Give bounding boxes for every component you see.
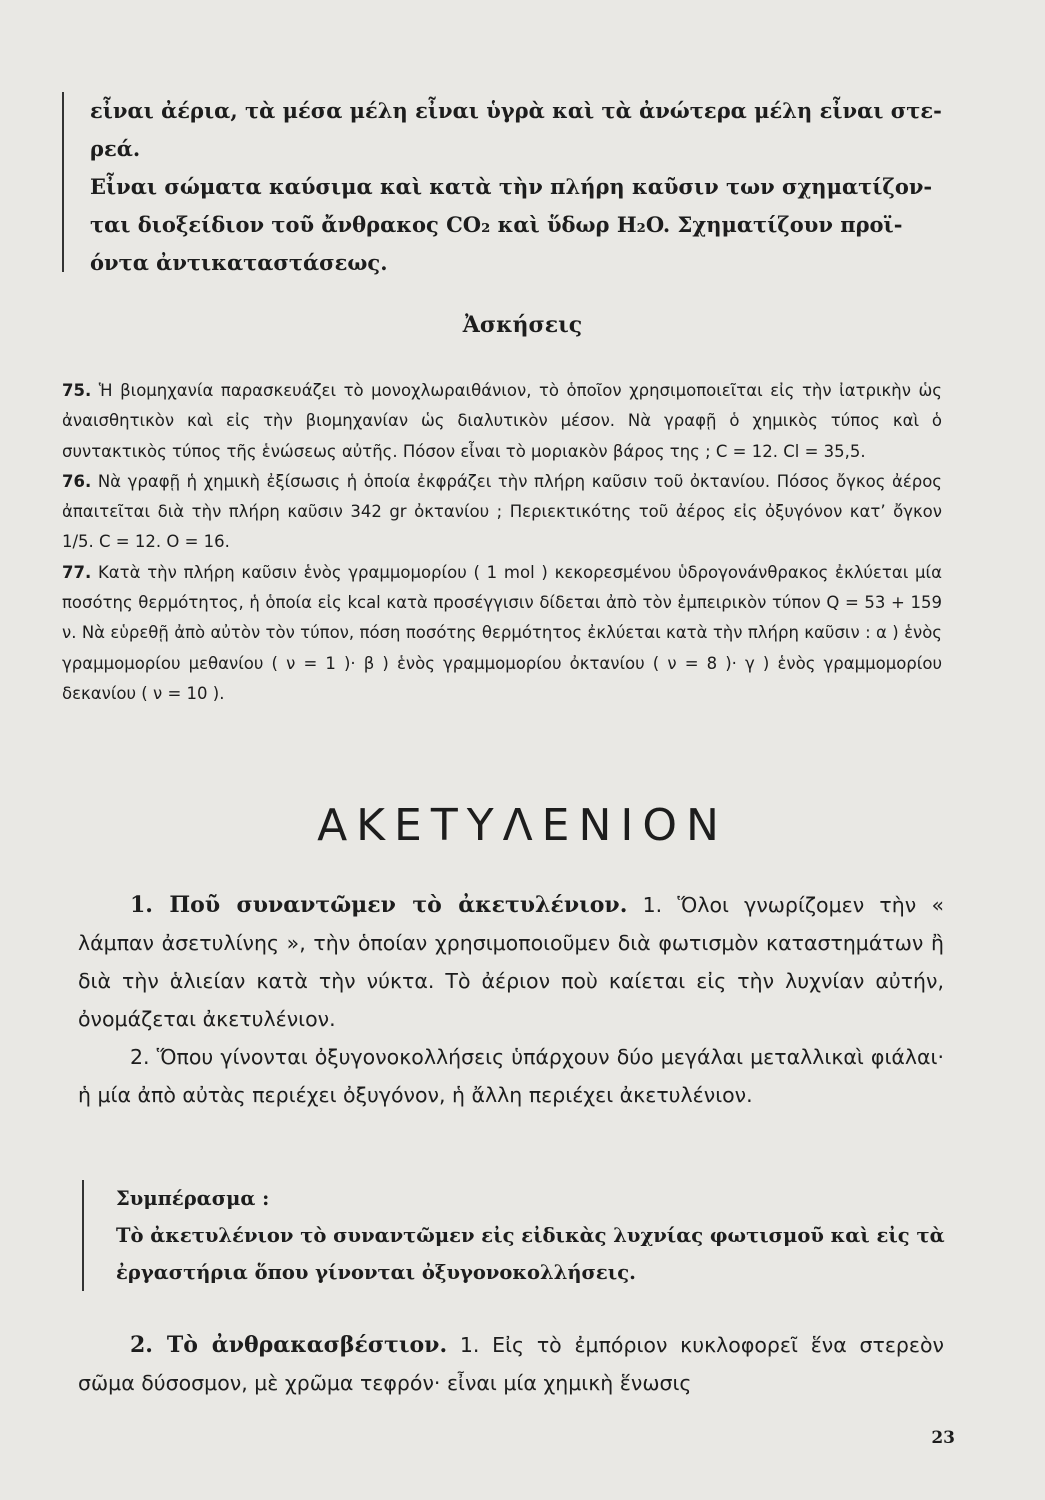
exercises-heading: Ἀσκήσεις — [462, 312, 583, 338]
exercise-text: Νὰ γραφῇ ἡ χημικὴ ἐξίσωσις ἡ ὁποία ἐκφράζει τὴν πλήρη καῦσιν τοῦ ὀκτανίου. Πόσος ὄγκος ἀέρος ἀπαιτεῖται διὰ τὴν πλήρη καῦσιν 342 gr ὀκτανίου ; Περιεκτικότης τοῦ ἀέρος εἰς ὀξυγόνον κατ’ ὄγκον 1/5. C = 12. O = 16. — [62, 471, 942, 552]
summary-line: Εἶναι σώματα καύσιμα καὶ κατὰ τὴν πλήρη καῦσιν των σχηματίζον- — [90, 174, 933, 199]
section-2 — [78, 1326, 944, 1402]
margin-rule — [62, 92, 64, 272]
conclusion-label: Συμπέρασμα : — [116, 1187, 270, 1210]
conclusion-box — [82, 1180, 976, 1291]
summary-line: όντα ἀντικαταστάσεως. — [90, 250, 388, 275]
exercise-text: Ἡ βιομηχανία παρασκευάζει τὸ μονοχλωραιθάνιον, τὸ ὁποῖον χρησιμοποιεῖται εἰς τὴν ἰατρικὴν ὡς ἀναισθητικὸν καὶ εἰς τὴν βιομηχανίαν ὡς διαλυτικὸν μέσον. Νὰ γραφῇ ὁ χημικὸς τύπος καὶ ὁ συντακτικὸς τύπος τῆς ἑνώσεως αὐτῆς. Πόσον εἶναι τὸ μοριακὸν βάρος της ; C = 12. Cl = 35,5. — [62, 381, 942, 461]
page-number: 23 — [931, 1428, 955, 1448]
section-2-paragraph — [78, 1326, 944, 1402]
summary-line: εἶναι ἀέρια, τὰ μέσα μέλη εἶναι ὑγρὰ καὶ τὰ ἀνώτερα μέλη εἶναι στε- — [90, 98, 942, 123]
exercise-number: 77. — [62, 562, 92, 582]
summary-line: ρεά. — [90, 136, 141, 161]
exercise-text: Κατὰ τὴν πλήρη καῦσιν ἑνὸς γραμμομορίου ( 1 mol ) κεκορεσμένου ὑδρογονάνθρακος ἐκλύεται μία ποσότης θερμότητος, ἡ ὁποία εἰς kcal κατὰ προσέγγισιν δίδεται ἀπὸ τὸν ἐμπειρικὸν τύπον Q = 53 + 159 ν. Νὰ εὑρεθῇ ἀπὸ αὐτὸν τὸν τύπον, πόση ποσότης θερμότητος ἐκλύεται κατὰ τὴν πλήρη καῦσιν : α ) ἑνὸς γραμμομορίου μεθανίου ( ν = 1 )· β ) ἑνὸς γραμμομορίου ὀκτανίου ( ν = 8 )· γ ) ἑνὸς γραμμομορίου δεκανίου ( ν = 10 ). — [62, 562, 942, 703]
section-1 — [78, 886, 944, 1114]
exercises-list — [62, 376, 942, 709]
chapter-title: ΑΚΕΤΥΛΕΝΙΟΝ — [317, 800, 728, 851]
section-2-heading: 2. Τὸ ἀνθρακασβέστιον. — [130, 1332, 448, 1358]
conclusion-text: Τὸ ἀκετυλένιον τὸ συναντῶμεν εἰς εἰδικὰς λυχνίας φωτισμοῦ καὶ εἰς τὰ ἐργαστήρια ὅπου γίνονται ὀξυγονοκολλήσεις. — [116, 1224, 945, 1284]
exercise-item — [62, 376, 942, 467]
section-1-paragraph-2: 2. Ὅπου γίνονται ὀξυγονοκολλήσεις ὑπάρχουν δύο μεγάλαι μεταλλικαὶ φιάλαι· ἡ μία ἀπὸ αὐτὰς περιέχει ὀξυγόνον, ἡ ἄλλη περιέχει ἀκετυλένιον. — [78, 1045, 944, 1107]
section-1-heading: 1. Ποῦ συναντῶμεν τὸ ἀκετυλένιον. — [130, 892, 628, 918]
summary-block — [90, 92, 950, 282]
section-1-paragraph-1 — [78, 886, 944, 1038]
section-2-text: 1. Εἰς τὸ ἐμπόριον κυκλοφορεῖ ἕνα στερεὸν σῶμα δύσοσμον, μὲ χρῶμα τεφρόν· εἶναι μία χημικὴ ἕνωσις — [78, 1333, 944, 1395]
exercise-number: 75. — [62, 381, 92, 400]
summary-line: ται διοξείδιον τοῦ ἄνθρακος CO₂ καὶ ὕδωρ H₂O. Σχηματίζουν προϊ- — [90, 212, 903, 237]
exercise-item — [62, 558, 942, 709]
section-1-text: 1. Ὅλοι γνωρίζομεν τὴν « λάμπαν ἀσετυλίνης », τὴν ὁποίαν χρησιμοποιοῦμεν διὰ φωτισμὸν καταστημάτων ἢ διὰ τὴν ἁλιείαν κατὰ τὴν νύκτα. Τὸ ἀέριον ποὺ καίεται εἰς τὴν λυχνίαν αὐτήν, ὀνομάζεται ἀκετυλένιον. — [78, 893, 944, 1031]
exercise-item — [62, 467, 942, 558]
exercise-number: 76. — [62, 471, 92, 491]
